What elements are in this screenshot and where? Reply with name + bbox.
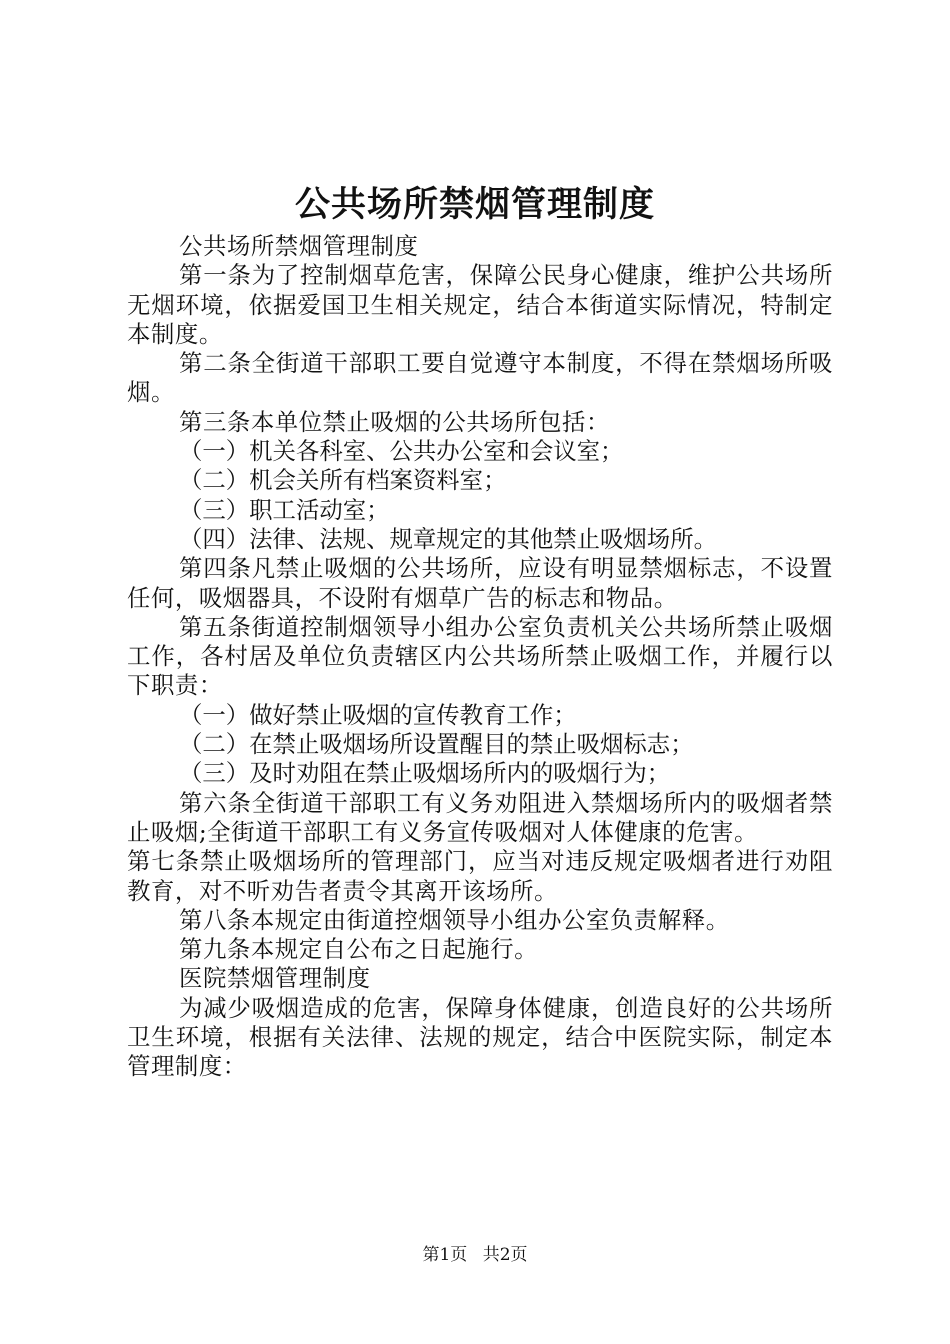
paragraph-article-8: 第八条本规定由街道控烟领导小组办公室负责解释。 [179,905,730,934]
document-title: 公共场所禁烟管理制度 [294,185,655,225]
paragraph-article-5: 第五条街道控制烟领导小组办公室负责机关公共场所禁止吸烟工作，各村居及单位负责辖区内公共场所禁止吸烟工作，并履行以下职责： [127,612,833,700]
list-item-5-1: （一）做好禁止吸烟的宣传教育工作； [179,700,577,729]
list-item-3-1: （一）机关各科室、公共办公室和会议室； [179,437,624,466]
paragraph-hospital-intro: 为减少吸烟造成的危害，保障身体健康，创造良好的公共场所卫生环境，根据有关法律、法规的规定，结合中医院实际，制定本管理制度： [127,993,833,1081]
paragraph-subtitle: 公共场所禁烟管理制度 [179,232,419,260]
paragraph-article-9: 第九条本规定自公布之日起施行。 [179,935,539,964]
paragraph-section-heading: 医院禁烟管理制度 [179,964,371,993]
list-item-3-4: （四）法律、法规、规章规定的其他禁止吸烟场所。 [179,524,717,553]
paragraph-article-1: 第一条为了控制烟草危害，保障公民身心健康，维护公共场所无烟环境，依据爱国卫生相关规定，结合本街道实际情况，特制定本制度。 [127,261,833,348]
paragraph-article-3: 第三条本单位禁止吸烟的公共场所包括： [179,407,610,436]
paragraph-article-6: 第六条全街道干部职工有义务劝阻进入禁烟场所内的吸烟者禁止吸烟;全街道干部职工有义务宣传吸烟对人体健康的危害。 [127,788,833,846]
paragraph-article-7: 第七条禁止吸烟场所的管理部门，应当对违反规定吸烟者进行劝阻教育，对不听劝告者责令其离开该场所。 [127,847,833,905]
page-total: 共2页 [482,1245,528,1265]
page-footer [0,1243,950,1267]
list-item-5-3: （三）及时劝阻在禁止吸烟场所内的吸烟行为； [179,759,671,788]
page-number: 第1页 [422,1245,468,1265]
document-body [127,232,833,1082]
list-item-3-2: （二）机会关所有档案资料室； [179,466,507,495]
paragraph-article-2: 第二条全街道干部职工要自觉遵守本制度，不得在禁烟场所吸烟。 [127,349,833,407]
paragraph-article-4: 第四条凡禁止吸烟的公共场所，应设有明显禁烟标志，不设置任何，吸烟器具，不设附有烟草广告的标志和物品。 [127,554,833,612]
list-item-3-3: （三）职工活动室； [179,495,390,524]
list-item-5-2: （二）在禁止吸烟场所设置醒目的禁止吸烟标志； [179,730,694,759]
